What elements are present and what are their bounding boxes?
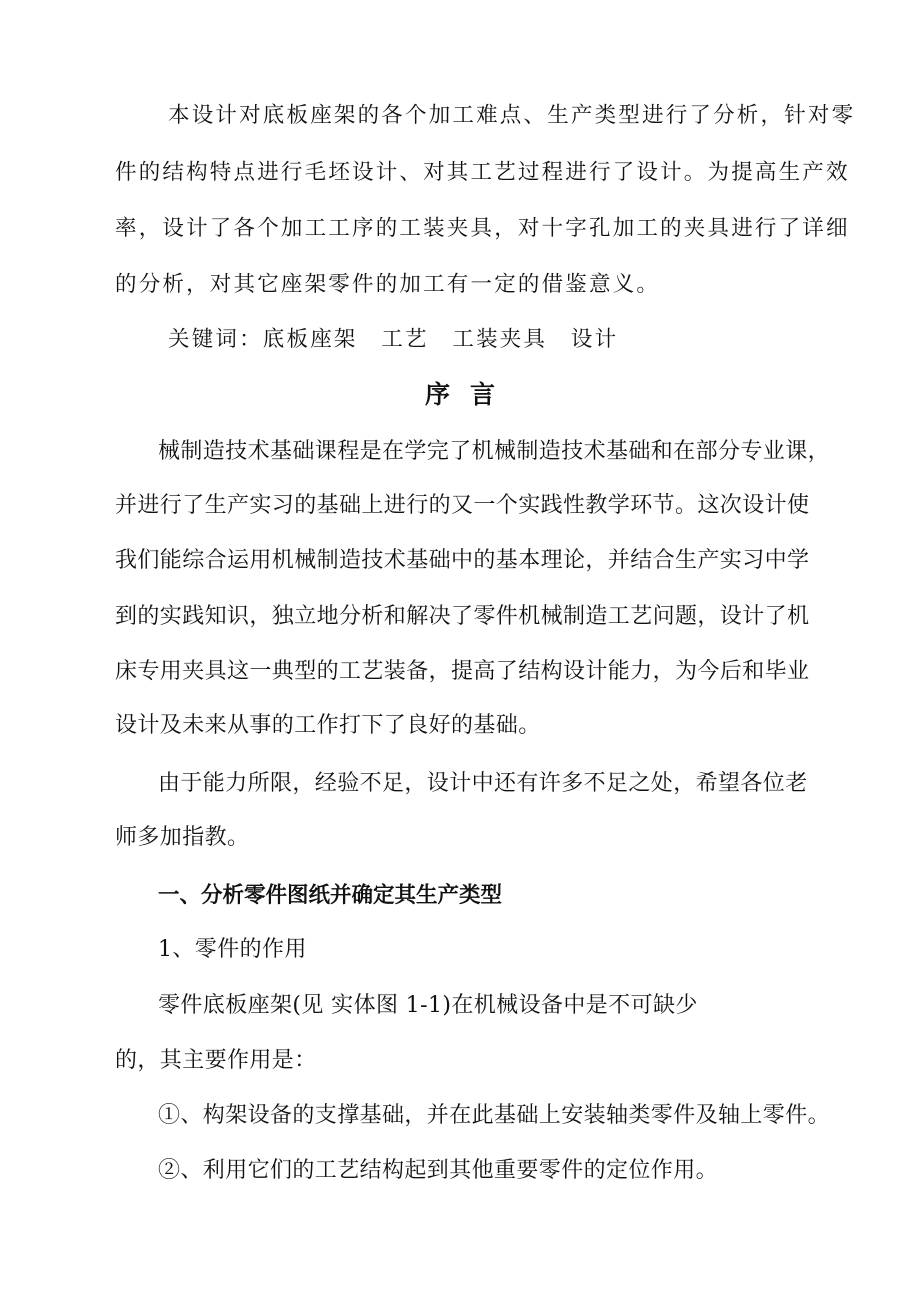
preface-paragraph-1-line-5: 床专用夹具这一典型的工艺装备，提高了结构设计能力，为今后和毕业 [115, 659, 810, 684]
preface-paragraph-1-line-3: 我们能综合运用机械制造技术基础中的基本理论，并结合生产实习中学 [115, 548, 810, 573]
preface-paragraph-2-line-2: 师多加指教。 [115, 825, 250, 850]
preface-paragraph-1-line-4: 到的实践知识，独立地分析和解决了零件机械制造工艺问题，设计了机 [115, 604, 810, 629]
section-intro-line-2: 的，其主要作用是： [115, 1048, 317, 1073]
abstract-line-2: 件的结构特点进行毛坯设计、对其工艺过程进行了设计。为提高生产效 [115, 160, 850, 185]
section-list-item-1: ①、构架设备的支撑基础，并在此基础上安装轴类零件及轴上零件。 [158, 1103, 831, 1128]
abstract-line-3: 率，设计了各个加工工序的工装夹具，对十字孔加工的夹具进行了详细 [115, 216, 850, 241]
preface-paragraph-2-line-1: 由于能力所限，经验不足，设计中还有许多不足之处，希望各位老 [158, 771, 808, 796]
preface-title: 序言 [425, 380, 516, 409]
abstract-line-4: 的分析，对其它座架零件的加工有一定的借鉴意义。 [115, 272, 661, 297]
abstract-line-1: 本设计对底板座架的各个加工难点、生产类型进行了分析，针对零 [168, 103, 856, 128]
section-heading: 一、分析零件图纸并确定其生产类型 [158, 883, 503, 908]
section-list-item-2: ②、利用它们的工艺结构起到其他重要零件的定位作用。 [158, 1158, 719, 1183]
keywords-line: 关键词：底板座架 工艺 工装夹具 设计 [168, 327, 619, 352]
preface-paragraph-1-line-6: 设计及未来从事的工作打下了良好的基础。 [115, 713, 541, 738]
preface-paragraph-1-line-2: 并进行了生产实习的基础上进行的又一个实践性教学环节。这次设计使 [115, 493, 810, 518]
preface-paragraph-1-line-1: 械制造技术基础课程是在学完了机械制造技术基础和在部分专业课， [158, 439, 831, 464]
section-intro-line-1: 零件底板座架(见 实体图 1-1)在机械设备中是不可缺少 [158, 993, 698, 1018]
section-subheading: 1、零件的作用 [158, 937, 307, 962]
